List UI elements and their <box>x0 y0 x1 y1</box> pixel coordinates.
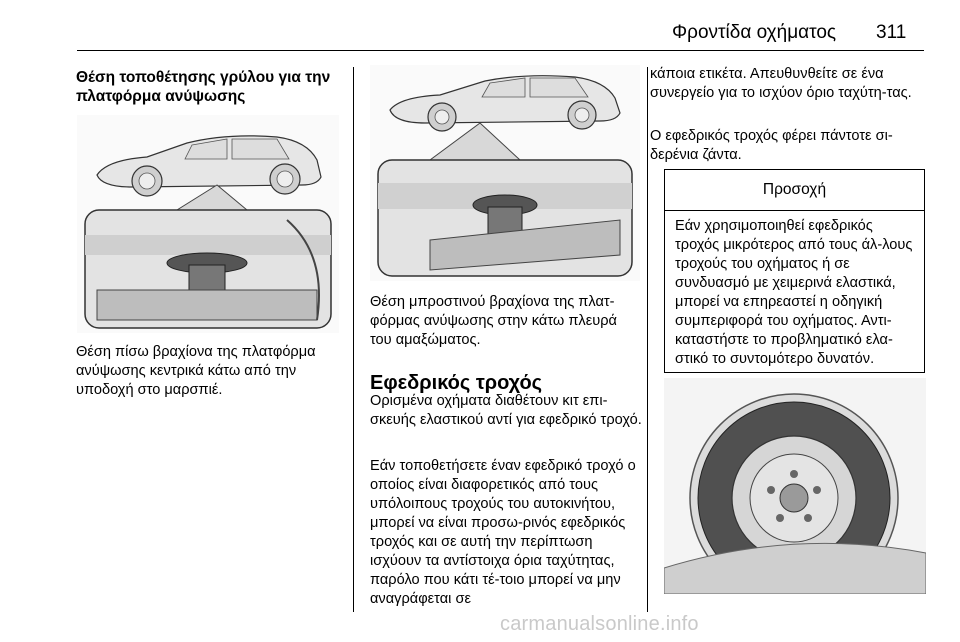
column-divider <box>647 67 648 612</box>
rear-lift-arm-caption: Θέση πίσω βραχίονα της πλατφόρμα ανύψωσης κεντρικά κάτω από την υποδοχή στο μαρσπιέ. <box>76 344 316 398</box>
header-rule <box>77 50 924 51</box>
label-paragraph: κάποια ετικέτα. Απευθυνθείτε σε ένα συνεργείο για το ισχύον όριο ταχύτη-τας. <box>650 66 912 101</box>
watermark: carmanualsonline.info <box>500 613 699 635</box>
page-number: 311 <box>876 22 907 43</box>
running-header-title: Φροντίδα οχήματος <box>672 22 837 43</box>
column-divider <box>353 67 354 612</box>
spare-wheel-paragraph-2: Εάν τοποθετήσετε έναν εφεδρικό τροχό ο οποίος είναι διαφορετικός από τους υπόλοιπους τροχούς του αυτοκινήτου, μπορεί να είναι προσω-ρινός εφεδρικός τροχός και σε αυτή την περίπτωση ισχύουν τα αντίστοιχα όρια ταχύτητας, παρόλο που κάτι τέ-τοιο μπορεί να μην αναγράφεται σε <box>370 458 636 607</box>
spare-wheel-heading: Εφεδρικός τροχός <box>370 372 543 394</box>
car-lift-illustration <box>370 65 640 281</box>
steel-rim-paragraph: Ο εφεδρικός τροχός φέρει πάντοτε σι-δερένια ζάντα. <box>650 128 893 163</box>
front-lift-arm-figure <box>370 65 640 281</box>
rear-lift-arm-figure <box>77 115 339 333</box>
spare-wheel-illustration <box>664 378 926 594</box>
car-lift-illustration <box>77 115 339 333</box>
front-lift-arm-caption: Θέση μπροστινού βραχίονα της πλατ-φόρμας ανύψωσης στην κάτω πλευρά του αμαξώματος. <box>370 294 617 348</box>
spare-wheel-paragraph-1: Ορισμένα οχήματα διαθέτουν κιτ επι-σκευής ελαστικού αντί για εφεδρικό τροχό. <box>370 393 642 428</box>
spare-wheel-figure <box>664 378 926 594</box>
caution-text: Εάν χρησιμοποιηθεί εφεδρικός τροχός μικρότερος από τους άλ-λους τροχούς του οχήματος ή σε συνδυασμό με χειμερινά ελαστικά, μπορεί να επηρεαστεί η οδηγική συμπεριφορά του οχήματος. Αντι-καταστήστε το προβληματικό ελα-στικό το συντομότερο δυνατόν. <box>675 218 913 367</box>
caution-title: Προσοχή <box>665 170 924 211</box>
jack-position-heading: Θέση τοποθέτησης γρύλου για την πλατφόρμα ανύψωσης <box>76 69 331 105</box>
caution-box <box>664 169 925 373</box>
